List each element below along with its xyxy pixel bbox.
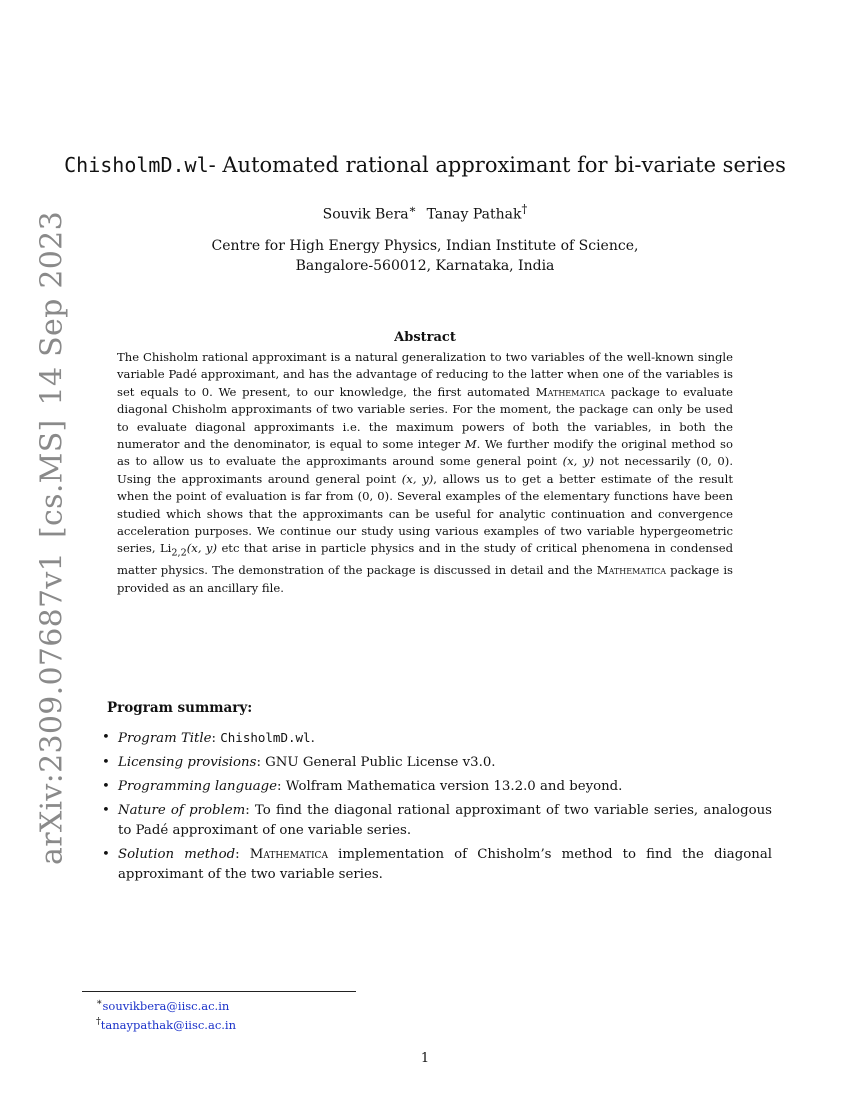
arxiv-date: 14 Sep 2023	[34, 211, 70, 406]
mathematica-name: Mathematica	[596, 563, 667, 578]
list-item: • Programming language: Wolfram Mathematica version 13.2.0 and beyond.	[100, 777, 772, 797]
arxiv-id: arXiv:2309.07687v1	[34, 551, 70, 865]
list-item: • Solution method: Mathematica implementation of Chisholm’s method to find the diagonal approximant of the two variable series.	[102, 847, 772, 882]
mathematica-name: Mathematica	[535, 384, 606, 399]
arxiv-side-stamp	[35, 211, 70, 865]
math-expr: (x, y)	[562, 454, 595, 469]
bullet-icon: •	[102, 803, 110, 818]
email-link-souvik[interactable]: souvikbera@iisc.ac.in	[102, 998, 230, 1013]
math-expr: (x, y)	[401, 471, 434, 486]
bullet-icon: •	[102, 779, 110, 794]
list-item: • Licensing provisions: GNU General Public License v3.0.	[100, 753, 772, 773]
paper-title	[0, 153, 850, 177]
bullet-icon: •	[102, 730, 110, 745]
program-summary-list	[100, 728, 772, 889]
footnotes	[96, 995, 236, 1033]
abstract-heading: Abstract	[394, 330, 456, 345]
author-list	[0, 202, 850, 223]
polylog-expr: $Li_{2,2}(x$, y)	[159, 541, 218, 559]
program-summary-heading: Program summary:	[107, 700, 253, 716]
footnote	[96, 995, 236, 1014]
footnote-mark: †	[96, 1015, 101, 1027]
footnote-mark: ∗	[96, 997, 103, 1008]
abstract-text: The Chisholm rational approximant is a natural generalization to two variables of the well-known single variable Padé approximant, and has the advantage of reducing to the latter when one of the variables is set equals to 0. We present, to our knowledge, the first automated Mathematica package to evaluate diagonal Chisholm approximants of two variable series. For the moment, the package can only be used to evaluate diagonal approximants i.e. the maximum powers of both the variables, in both the numerator and the denominator, is equal to some integer M. We further modify the original method so as to allow us to evaluate the approximants around some general point (x, y) not necessarily (0, 0). Using the approximants around general point (x, y), allows us to get a better estimate of the result when the point of evaluation is far from (0, 0). Several examples of the elementary functions have been studied which shows that the approximants can be useful for analytic continuation and convergence acceleration purposes. We continue our study using various examples of two variable hypergeometric series, $Li_{2,2}(x$, y) etc that arise in particle physics and in the study of critical phenomena in condensed matter physics. The demonstration of the package is discussed in detail and the Mathematica package is provided as an ancillary file.	[117, 350, 734, 595]
affiliation-line: Centre for High Energy Physics, Indian Institute of Science,	[211, 238, 639, 254]
footnote-divider	[82, 991, 356, 992]
email-link-tanay[interactable]: tanaypathak@iisc.ac.in	[100, 1017, 236, 1032]
list-item: • Program Title: ChisholmD.wl.	[102, 730, 315, 746]
affiliation	[0, 236, 850, 276]
page-number: 1	[420, 1051, 430, 1066]
bullet-icon: •	[102, 755, 110, 770]
title-package-name: ChisholmD.wl	[64, 153, 209, 177]
author-name: Souvik Bera	[322, 206, 409, 223]
bullet-icon: •	[102, 847, 110, 862]
list-item: • Nature of problem: To find the diagonal rational approximant of two variable series, analogous to Padé approximant of one variable series.	[102, 803, 772, 838]
author-name: Tanay Pathak	[426, 206, 522, 223]
arxiv-category: [cs.MS]	[34, 419, 70, 538]
footnote	[96, 1014, 236, 1033]
affiliation-line: Bangalore-560012, Karnataka, India	[295, 258, 555, 274]
author-footnote-mark: ∗	[408, 202, 417, 216]
math-expr: (0, 0)	[696, 454, 730, 469]
author-footnote-mark: †	[521, 202, 528, 216]
math-var: M	[464, 437, 477, 452]
math-expr: (0, 0)	[357, 489, 390, 504]
title-rest: - Automated rational approximant for bi-variate series	[208, 153, 786, 177]
